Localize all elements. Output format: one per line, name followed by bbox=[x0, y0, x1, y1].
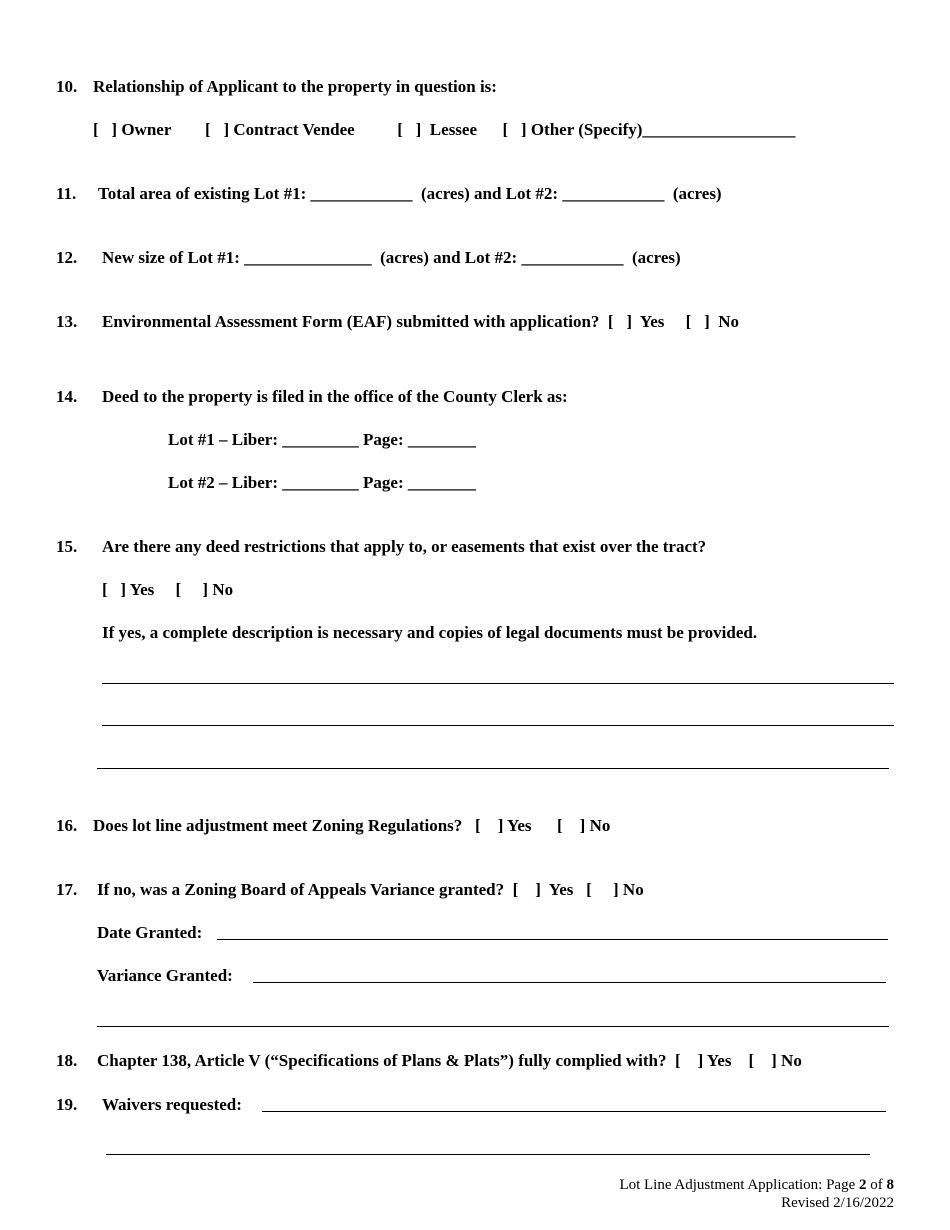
q17-number: 17. bbox=[56, 880, 78, 899]
q17-variance-label: Variance Granted: bbox=[97, 966, 233, 985]
q17-date-label: Date Granted: bbox=[97, 923, 203, 942]
footer-prefix: Lot Line Adjustment Application: Page bbox=[619, 1177, 859, 1193]
q16-question[interactable]: Does lot line adjustment meet Zoning Regulations? [ ] Yes [ ] No bbox=[93, 816, 611, 835]
footer-revised-date: Revised 2/16/2022 bbox=[781, 1195, 894, 1211]
q12-number: 12. bbox=[56, 248, 78, 267]
q13-question[interactable]: Environmental Assessment Form (EAF) submitted with application? [ ] Yes [ ] No bbox=[102, 312, 740, 331]
q13-number: 13. bbox=[56, 312, 78, 331]
q14-lot1-deed[interactable]: Lot #1 – Liber: _________ Page: ________ bbox=[168, 430, 476, 449]
q17-question[interactable]: If no, was a Zoning Board of Appeals Variance granted? [ ] Yes [ ] No bbox=[97, 880, 644, 899]
q17-variance-field[interactable] bbox=[253, 982, 886, 983]
q19-label: Waivers requested: bbox=[102, 1095, 242, 1114]
q15-description-line-3[interactable] bbox=[97, 768, 889, 769]
footer-of: of bbox=[866, 1177, 887, 1193]
q12-question[interactable]: New size of Lot #1: _______________ (acres) and Lot #2: ____________ (acres) bbox=[102, 248, 681, 267]
q17-extra-line[interactable] bbox=[97, 1026, 889, 1027]
q10-number: 10. bbox=[56, 77, 78, 96]
q11-number: 11. bbox=[56, 184, 77, 203]
q14-question: Deed to the property is filed in the office of the County Clerk as: bbox=[102, 387, 568, 406]
footer-page-number: 2 bbox=[859, 1177, 867, 1193]
q11-question[interactable]: Total area of existing Lot #1: ____________ (acres) and Lot #2: ____________ (acres) bbox=[98, 184, 722, 203]
q18-number: 18. bbox=[56, 1051, 78, 1070]
q16-number: 16. bbox=[56, 816, 78, 835]
page-footer bbox=[619, 1176, 894, 1212]
footer-page-info bbox=[619, 1176, 894, 1194]
q19-waivers-field[interactable] bbox=[262, 1111, 886, 1112]
q18-question[interactable]: Chapter 138, Article V (“Specifications of Plans & Plats”) fully complied with? [ ] Yes [ ] No bbox=[97, 1051, 802, 1070]
q15-note: If yes, a complete description is necessary and copies of legal documents must be provided. bbox=[102, 623, 758, 642]
q14-lot2-deed[interactable]: Lot #2 – Liber: _________ Page: ________ bbox=[168, 473, 476, 492]
q19-waivers-line-2[interactable] bbox=[106, 1154, 870, 1155]
q17-date-field[interactable] bbox=[217, 939, 888, 940]
footer-page-total: 8 bbox=[886, 1177, 894, 1193]
q14-number: 14. bbox=[56, 387, 78, 406]
q15-description-line-1[interactable] bbox=[102, 683, 894, 684]
q15-options[interactable]: [ ] Yes [ ] No bbox=[102, 580, 234, 599]
q15-number: 15. bbox=[56, 537, 78, 556]
q10-question: Relationship of Applicant to the property in question is: bbox=[93, 77, 497, 96]
q19-number: 19. bbox=[56, 1095, 78, 1114]
q10-options[interactable]: [ ] Owner [ ] Contract Vendee [ ] Lessee [ ] Other (Specify)__________________ bbox=[93, 120, 796, 139]
q15-description-line-2[interactable] bbox=[102, 725, 894, 726]
q15-question: Are there any deed restrictions that apply to, or easements that exist over the tract? bbox=[102, 537, 707, 556]
